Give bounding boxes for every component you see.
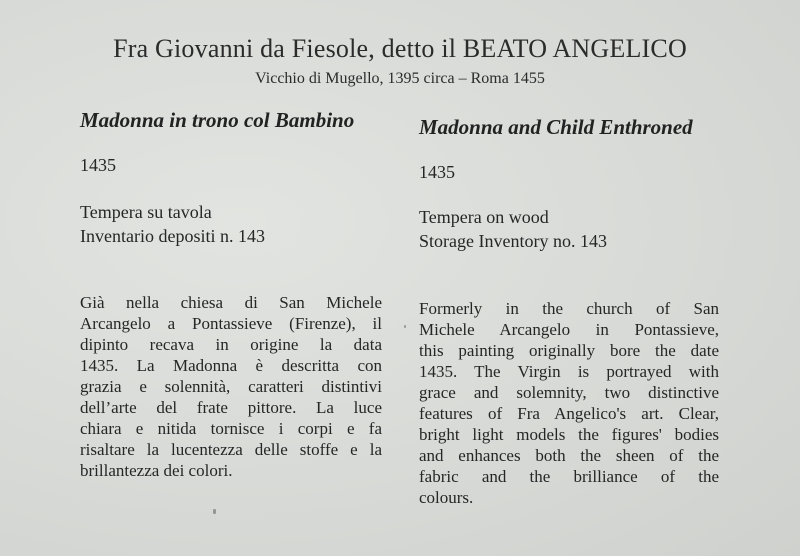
english-year: 1435 bbox=[419, 162, 455, 182]
english-description bbox=[419, 298, 719, 508]
english-description-line: bright light models the figures' bodies bbox=[419, 425, 719, 444]
english-description-line: 1435. The Virgin is portrayed with bbox=[419, 362, 719, 381]
english-description-line: and enhances both the sheen of the bbox=[419, 446, 719, 465]
italian-description-line: 1435. La Madonna è descritta con bbox=[80, 356, 382, 375]
italian-description-line: dipinto recava in origine la data bbox=[80, 335, 382, 354]
surface-speck bbox=[213, 509, 216, 514]
english-inventory: Storage Inventory no. 143 bbox=[419, 231, 607, 251]
italian-description-line: dell’arte del frate pittore. La luce bbox=[80, 398, 382, 417]
italian-description bbox=[80, 292, 382, 481]
italian-description-line: risaltare la lucentezza delle stoffe e la bbox=[80, 440, 382, 459]
italian-description-line: Già nella chiesa di San Michele bbox=[80, 293, 382, 312]
italian-work-title: Madonna in trono col Bambino bbox=[80, 108, 355, 132]
english-work-title: Madonna and Child Enthroned bbox=[419, 115, 693, 139]
italian-inventory: Inventario depositi n. 143 bbox=[80, 226, 265, 246]
italian-description-line: grazia e solennità, caratteri distintivi bbox=[80, 377, 382, 396]
english-description-line: this painting originally bore the date bbox=[419, 341, 719, 360]
italian-medium: Tempera su tavola bbox=[80, 202, 212, 222]
english-description-line: fabric and the brilliance of the bbox=[419, 467, 719, 486]
english-description-line: features of Fra Angelico's art. Clear, bbox=[419, 404, 719, 423]
english-medium: Tempera on wood bbox=[419, 207, 549, 227]
english-description-line: grace and solemnity, two distinctive bbox=[419, 383, 719, 402]
artist-lifespan: Vicchio di Mugello, 1395 circa – Roma 1455 bbox=[255, 70, 545, 87]
italian-description-line: chiara e nitida tornisce i corpi e fa bbox=[80, 419, 382, 438]
english-description-line: colours. bbox=[419, 488, 474, 507]
artist-name: Fra Giovanni da Fiesole, detto il BEATO ANGELICO bbox=[113, 34, 687, 63]
english-description-line: Michele Arcangelo in Pontassieve, bbox=[419, 320, 719, 339]
italian-year: 1435 bbox=[80, 155, 116, 175]
english-description-line: Formerly in the church of San bbox=[419, 299, 719, 318]
italian-description-line: Arcangelo a Pontassieve (Firenze), il bbox=[80, 314, 382, 333]
italian-description-line: brillantezza dei colori. bbox=[80, 461, 233, 480]
surface-speck bbox=[404, 325, 406, 328]
